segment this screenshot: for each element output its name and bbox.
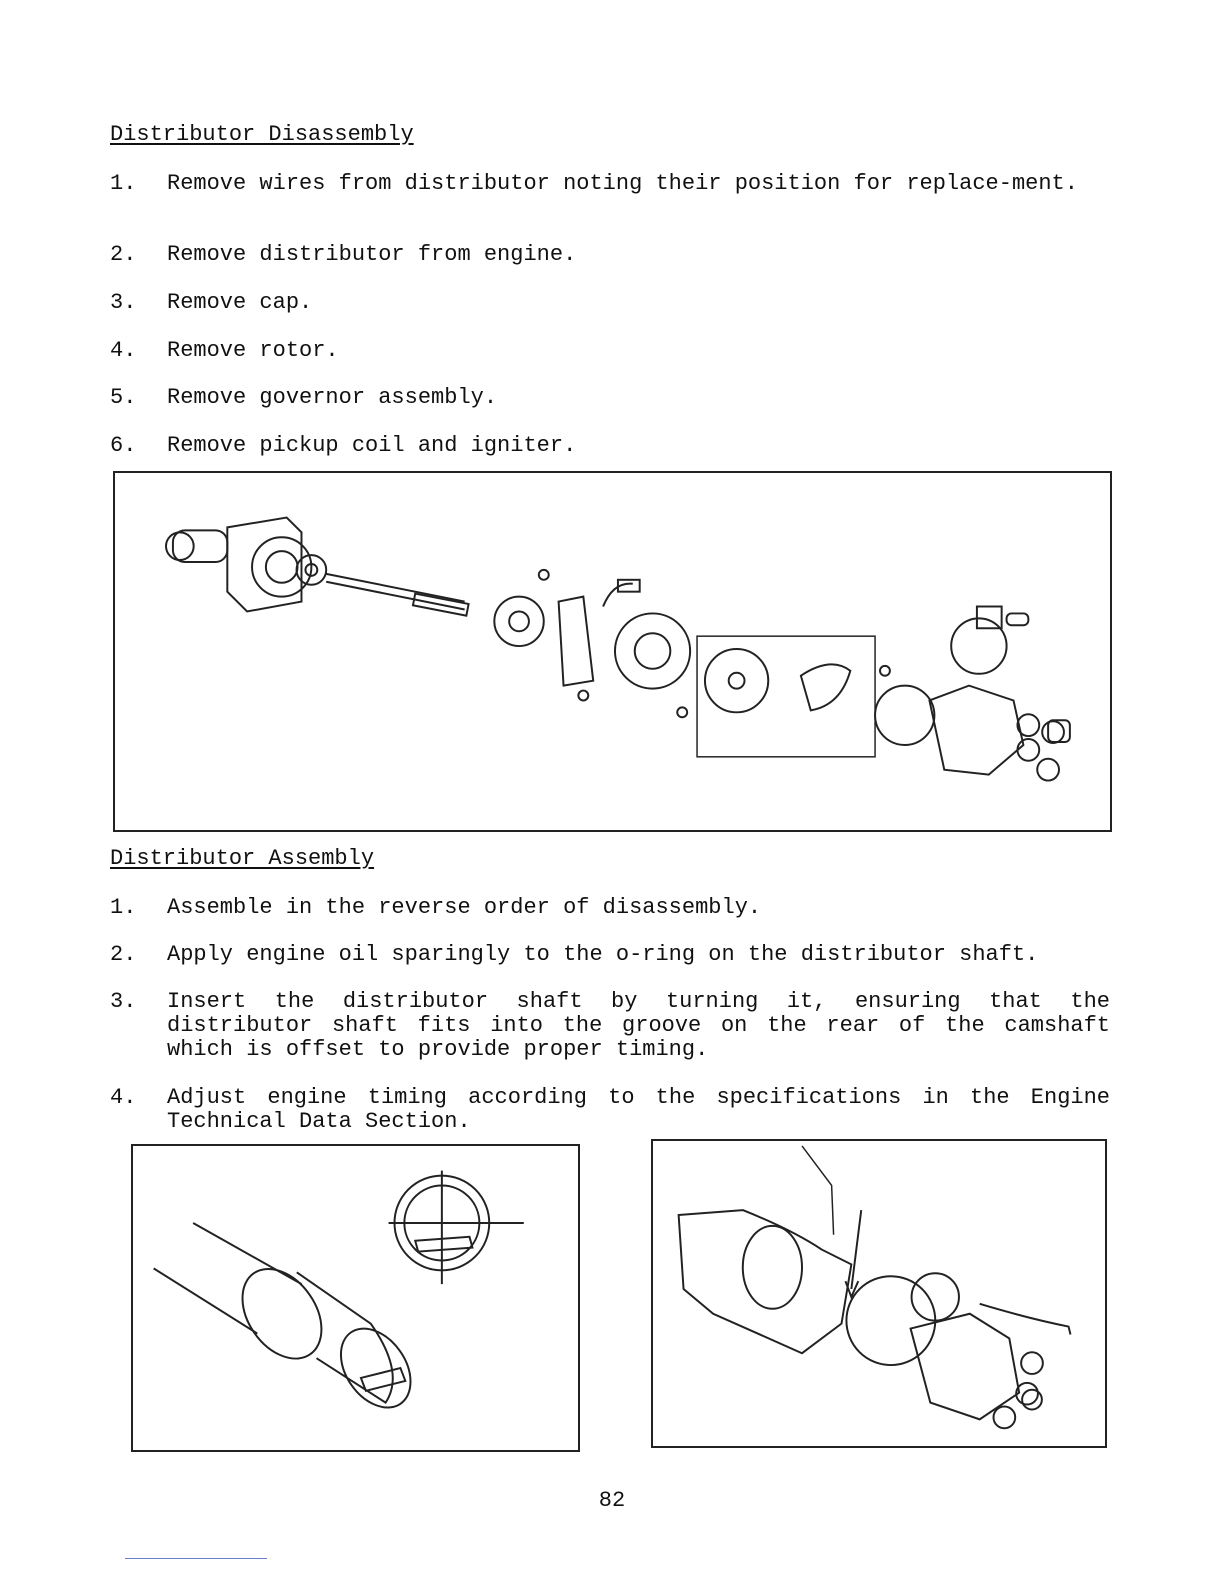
vacuum-hose-fitting xyxy=(1007,613,1029,625)
housing-nose-end xyxy=(166,532,194,560)
breaker-bracket xyxy=(559,597,594,686)
advance-weight xyxy=(801,664,850,710)
shaft-offset-figure xyxy=(131,1144,580,1452)
step-number: 2. xyxy=(110,242,137,267)
rotor xyxy=(875,686,934,745)
detail-inset xyxy=(697,636,875,757)
pickup-coil xyxy=(615,613,690,688)
shaft xyxy=(326,574,464,610)
distributor-body xyxy=(846,1276,935,1365)
screw xyxy=(677,707,687,717)
disassembly-step xyxy=(110,243,1110,267)
step-text: Remove cap. xyxy=(167,290,313,315)
pickup-coil-inner xyxy=(635,633,671,669)
step-text: Remove rotor. xyxy=(167,338,339,363)
assembly-heading: Distributor Assembly xyxy=(110,846,375,871)
page-number: 82 xyxy=(598,1488,626,1513)
distributor-install-figure xyxy=(651,1139,1107,1448)
step-text: Remove pickup coil and igniter. xyxy=(167,433,577,458)
housing-nose xyxy=(173,530,227,562)
assembly-step xyxy=(110,990,1110,1062)
assembly-step xyxy=(110,943,1110,967)
step-number: 2. xyxy=(110,942,137,967)
shaft-outline xyxy=(154,1223,302,1334)
disassembly-step xyxy=(110,291,1110,315)
distributor-cap xyxy=(929,686,1023,775)
screw xyxy=(880,666,890,676)
step-text: Apply engine oil sparingly to the o-ring on the distributor shaft. xyxy=(167,942,1039,967)
exploded-distributor-figure xyxy=(113,471,1112,832)
step-text: Insert the distributor shaft by turning it, ensuring that the distributor shaft fits into the groove on the rear of the camshaft which is offset to provide proper timing. xyxy=(167,989,1110,1062)
assembly-step xyxy=(110,896,1110,920)
cap-tower xyxy=(1017,739,1039,761)
engine-block xyxy=(679,1210,852,1353)
step-number: 1. xyxy=(110,171,137,196)
vacuum-advance xyxy=(951,618,1006,673)
cap-tower xyxy=(993,1407,1015,1429)
disassembly-step xyxy=(110,172,1110,196)
advance-plate xyxy=(705,649,768,712)
screw xyxy=(578,691,588,701)
wire xyxy=(980,1304,1071,1335)
housing-bore xyxy=(252,537,311,596)
advance-plate-hole xyxy=(729,673,745,689)
step-text: Remove governor assembly. xyxy=(167,385,498,410)
step-text: Assemble in the reverse order of disassembly. xyxy=(167,895,762,920)
shaft-collar xyxy=(226,1254,338,1373)
disassembly-step xyxy=(110,434,1110,458)
cam-groove xyxy=(743,1226,802,1309)
detail-slot xyxy=(415,1237,472,1252)
leader-line xyxy=(802,1146,834,1235)
housing-bore-inner xyxy=(266,551,298,583)
step-text: Remove distributor from engine. xyxy=(167,242,577,267)
cap-tower xyxy=(1042,721,1064,743)
cap-tower xyxy=(1017,714,1039,736)
cap-tower xyxy=(1021,1352,1043,1374)
disassembly-step xyxy=(110,386,1110,410)
governor-cam-hub xyxy=(509,611,529,631)
disassembly-heading: Distributor Disassembly xyxy=(110,122,414,147)
screw xyxy=(539,570,549,580)
step-text: Remove wires from distributor noting their position for replace-ment. xyxy=(167,171,1078,196)
step-text: Adjust engine timing according to the specifications in the Engine Technical Data Section. xyxy=(167,1085,1110,1134)
step-number: 4. xyxy=(110,338,137,363)
cap-tower xyxy=(1037,759,1059,781)
footer-rule xyxy=(125,1558,267,1559)
disassembly-step xyxy=(110,339,1110,363)
step-number: 5. xyxy=(110,385,137,410)
step-number: 1. xyxy=(110,895,137,920)
step-number: 6. xyxy=(110,433,137,458)
shaft-end xyxy=(327,1316,425,1421)
cap-tower xyxy=(1022,1390,1042,1410)
housing-body xyxy=(227,518,301,612)
step-number: 4. xyxy=(110,1085,137,1110)
step-number: 3. xyxy=(110,989,137,1014)
distributor-cap xyxy=(911,1314,1020,1420)
governor-cam xyxy=(494,597,543,646)
offset-tang xyxy=(361,1368,405,1391)
assembly-step xyxy=(110,1086,1110,1134)
step-number: 3. xyxy=(110,290,137,315)
